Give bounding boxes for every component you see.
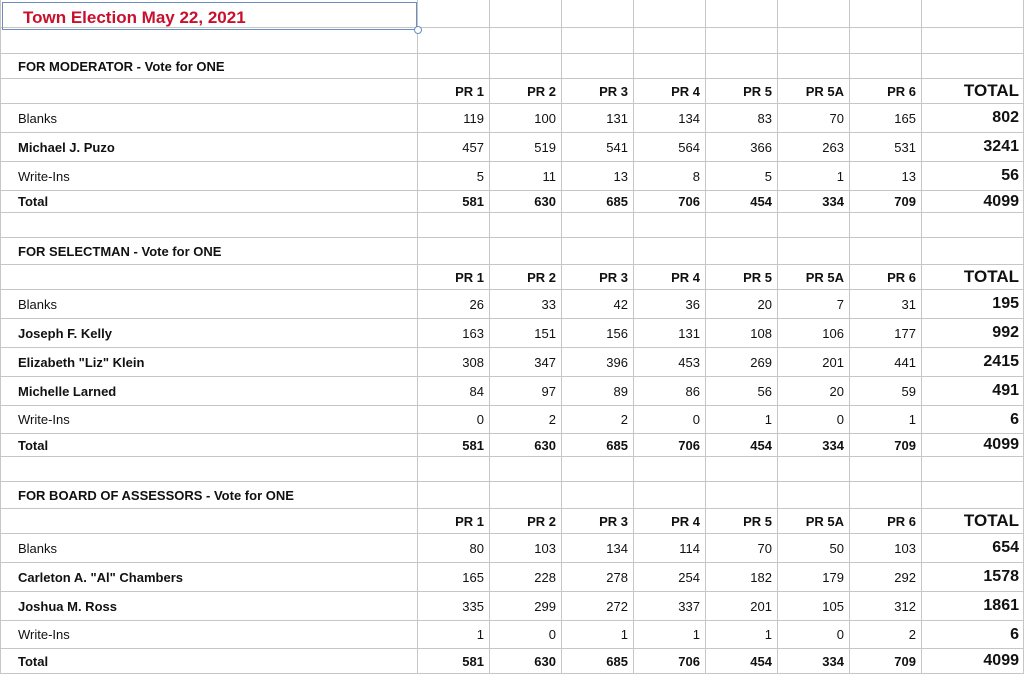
table-row[interactable] [0, 649, 1024, 674]
vote-count: 709 [894, 653, 916, 669]
vote-count: 709 [894, 194, 916, 209]
vote-count: 83 [757, 110, 772, 126]
vote-count: 5 [764, 168, 772, 184]
precinct-header: PR 5 [743, 269, 772, 285]
precinct-header: PR 5 [743, 513, 772, 529]
vote-count: 308 [462, 354, 484, 370]
row-total: 195 [992, 295, 1019, 312]
vote-count: 84 [469, 383, 484, 399]
table-row[interactable] [0, 290, 1024, 319]
vote-count: 457 [462, 139, 484, 155]
vote-count: 334 [822, 437, 844, 453]
vote-count: 13 [613, 168, 628, 184]
vote-count: 685 [606, 437, 628, 453]
column-header-row[interactable] [0, 509, 1024, 534]
vote-count: 0 [692, 412, 700, 427]
vote-count: 5 [476, 168, 484, 184]
table-row[interactable] [0, 406, 1024, 434]
vote-count: 334 [822, 653, 844, 669]
row-label: Total [18, 437, 49, 453]
vote-count: 396 [606, 354, 628, 370]
table-row[interactable] [0, 104, 1024, 133]
precinct-header: PR 4 [671, 269, 700, 285]
row-label: Michael J. Puzo [18, 139, 115, 155]
race-heading-row[interactable] [0, 238, 1024, 265]
vote-count: 0 [476, 412, 484, 427]
vote-count: 119 [463, 110, 484, 126]
vote-count: 8 [692, 168, 700, 184]
total-header: TOTAL [963, 511, 1019, 530]
precinct-header: PR 2 [527, 513, 556, 529]
row-total: 4099 [983, 436, 1019, 453]
precinct-header: PR 5A [805, 83, 844, 99]
vote-count: 1 [476, 627, 484, 642]
precinct-header: PR 2 [527, 83, 556, 99]
precinct-header: PR 6 [887, 513, 916, 529]
row-label: Write-Ins [18, 168, 70, 184]
precinct-header: PR 5 [743, 83, 772, 99]
vote-count: 1 [764, 627, 772, 642]
vote-count: 706 [678, 653, 700, 669]
table-row[interactable] [0, 319, 1024, 348]
precinct-header: PR 6 [887, 269, 916, 285]
vote-count: 254 [678, 569, 700, 585]
column-header-row[interactable] [0, 79, 1024, 104]
vote-count: 156 [606, 325, 628, 341]
vote-count: 165 [462, 569, 484, 585]
vote-count: 131 [606, 110, 628, 126]
vote-count: 630 [534, 653, 556, 669]
vote-count: 163 [462, 325, 484, 341]
vote-count: 519 [534, 139, 556, 155]
vote-count: 106 [822, 325, 844, 341]
table-row[interactable] [0, 133, 1024, 162]
vote-count: 2 [548, 412, 556, 427]
vote-count: 2 [620, 412, 628, 427]
vote-count: 685 [606, 653, 628, 669]
precinct-header: PR 1 [455, 513, 484, 529]
vote-count: 20 [757, 296, 772, 312]
vote-count: 1 [836, 168, 844, 184]
race-heading-row[interactable] [0, 54, 1024, 79]
vote-count: 36 [685, 296, 700, 312]
vote-count: 105 [822, 598, 844, 614]
vote-count: 706 [678, 437, 700, 453]
vote-count: 292 [894, 569, 916, 585]
vote-count: 80 [469, 540, 484, 556]
race-heading: FOR MODERATOR - Vote for ONE [18, 58, 225, 74]
vote-count: 50 [829, 540, 844, 556]
vote-count: 581 [462, 437, 484, 453]
vote-count: 100 [534, 110, 556, 126]
row-total: 491 [992, 382, 1019, 399]
precinct-header: PR 2 [527, 269, 556, 285]
row-total: 2415 [983, 353, 1019, 370]
table-row[interactable] [0, 377, 1024, 406]
row-label: Blanks [18, 110, 58, 126]
vote-count: 0 [548, 627, 556, 642]
vote-count: 26 [469, 296, 484, 312]
vote-count: 13 [901, 168, 916, 184]
vote-count: 31 [901, 296, 916, 312]
row-label: Joshua M. Ross [18, 598, 117, 614]
vote-count: 1 [692, 627, 700, 642]
precinct-header: PR 6 [887, 83, 916, 99]
vote-count: 20 [829, 383, 844, 399]
vote-count: 263 [822, 139, 844, 155]
row-label: Write-Ins [18, 627, 70, 642]
total-header: TOTAL [963, 81, 1019, 100]
table-row[interactable] [0, 348, 1024, 377]
row-label: Elizabeth "Liz" Klein [18, 354, 145, 370]
race-heading: FOR BOARD OF ASSESSORS - Vote for ONE [18, 487, 294, 503]
table-row[interactable] [0, 434, 1024, 457]
selected-title-cell[interactable] [2, 2, 417, 30]
row-total: 992 [992, 324, 1019, 341]
vote-count: 182 [750, 569, 772, 585]
vote-count: 1 [620, 627, 628, 642]
row-total: 3241 [983, 138, 1019, 155]
table-row[interactable] [0, 534, 1024, 563]
vote-count: 706 [678, 194, 700, 209]
race-heading: FOR SELECTMAN - Vote for ONE [18, 243, 222, 259]
vote-count: 103 [534, 540, 556, 556]
vote-count: 42 [613, 296, 628, 312]
spacer-row[interactable] [0, 213, 1024, 238]
fill-handle[interactable] [414, 26, 422, 34]
vote-count: 531 [894, 139, 916, 155]
vote-count: 201 [750, 598, 772, 614]
vote-count: 134 [678, 110, 700, 126]
vote-count: 11 [542, 168, 556, 184]
row-label: Write-Ins [18, 412, 70, 427]
row-total: 802 [992, 109, 1019, 126]
vote-count: 334 [822, 194, 844, 209]
spacer-row[interactable] [0, 28, 1024, 54]
vote-count: 630 [534, 437, 556, 453]
vote-count: 131 [678, 325, 700, 341]
vote-count: 0 [836, 412, 844, 427]
vote-count: 366 [750, 139, 772, 155]
vote-count: 228 [534, 569, 556, 585]
row-total: 6 [1010, 410, 1019, 428]
table-row[interactable] [0, 191, 1024, 213]
precinct-header: PR 5A [805, 269, 844, 285]
row-total: 1578 [983, 568, 1019, 585]
spacer-row[interactable] [0, 457, 1024, 482]
vote-count: 89 [613, 383, 628, 399]
vote-count: 7 [836, 296, 844, 312]
vote-count: 179 [822, 569, 844, 585]
row-total: 4099 [983, 652, 1019, 669]
vote-count: 454 [750, 437, 772, 453]
vote-count: 453 [678, 354, 700, 370]
table-row[interactable] [0, 563, 1024, 592]
vote-count: 97 [541, 383, 556, 399]
row-label: Michelle Larned [18, 383, 117, 399]
vote-count: 312 [894, 598, 916, 614]
row-label: Blanks [18, 296, 58, 312]
vote-count: 201 [822, 354, 844, 370]
vote-count: 272 [606, 598, 628, 614]
precinct-header: PR 4 [671, 513, 700, 529]
vote-count: 56 [757, 383, 772, 399]
row-total: 4099 [983, 192, 1019, 210]
row-total: 56 [1001, 167, 1019, 184]
row-label: Blanks [18, 540, 58, 556]
vote-count: 86 [685, 383, 700, 399]
vote-count: 581 [462, 194, 484, 209]
vote-count: 709 [894, 437, 916, 453]
precinct-header: PR 5A [805, 513, 844, 529]
row-total: 6 [1010, 625, 1019, 643]
vote-count: 1 [764, 412, 772, 427]
sheet-title: Town Election May 22, 2021 [23, 8, 246, 27]
row-label: Joseph F. Kelly [18, 325, 112, 341]
vote-count: 299 [534, 598, 556, 614]
vote-count: 108 [750, 325, 772, 341]
column-header-row[interactable] [0, 265, 1024, 290]
table-row[interactable] [0, 162, 1024, 191]
vote-count: 335 [462, 598, 484, 614]
vote-count: 269 [750, 354, 772, 370]
race-heading-row[interactable] [0, 482, 1024, 509]
vote-count: 564 [678, 139, 700, 155]
table-row[interactable] [0, 621, 1024, 649]
precinct-header: PR 3 [599, 513, 628, 529]
vote-count: 441 [894, 354, 916, 370]
row-total: 1861 [983, 597, 1019, 614]
precinct-header: PR 1 [455, 269, 484, 285]
vote-count: 0 [836, 627, 844, 642]
vote-count: 630 [534, 194, 556, 209]
precinct-header: PR 4 [671, 83, 700, 99]
vote-count: 59 [901, 383, 916, 399]
precinct-header: PR 3 [599, 269, 628, 285]
vote-count: 347 [534, 354, 556, 370]
table-row[interactable] [0, 592, 1024, 621]
precinct-header: PR 3 [599, 83, 628, 99]
vote-count: 685 [606, 194, 628, 209]
vote-count: 454 [750, 653, 772, 669]
vote-count: 2 [908, 627, 916, 642]
vote-count: 165 [894, 110, 916, 126]
vote-count: 337 [678, 598, 700, 614]
vote-count: 177 [894, 325, 916, 341]
vote-count: 278 [606, 569, 628, 585]
vote-count: 151 [534, 325, 556, 341]
vote-count: 541 [606, 139, 628, 155]
vote-count: 1 [908, 412, 916, 427]
row-label: Total [18, 194, 49, 209]
vote-count: 70 [829, 110, 844, 126]
row-total: 654 [992, 539, 1019, 556]
vote-count: 454 [750, 194, 772, 209]
precinct-header: PR 1 [455, 83, 484, 99]
row-label: Carleton A. "Al" Chambers [18, 569, 183, 585]
vote-count: 103 [894, 540, 916, 556]
total-header: TOTAL [963, 267, 1019, 286]
row-label: Total [18, 653, 49, 669]
vote-count: 114 [679, 540, 700, 556]
vote-count: 33 [541, 296, 556, 312]
vote-count: 70 [757, 540, 772, 556]
vote-count: 134 [606, 540, 628, 556]
vote-count: 581 [462, 653, 484, 669]
